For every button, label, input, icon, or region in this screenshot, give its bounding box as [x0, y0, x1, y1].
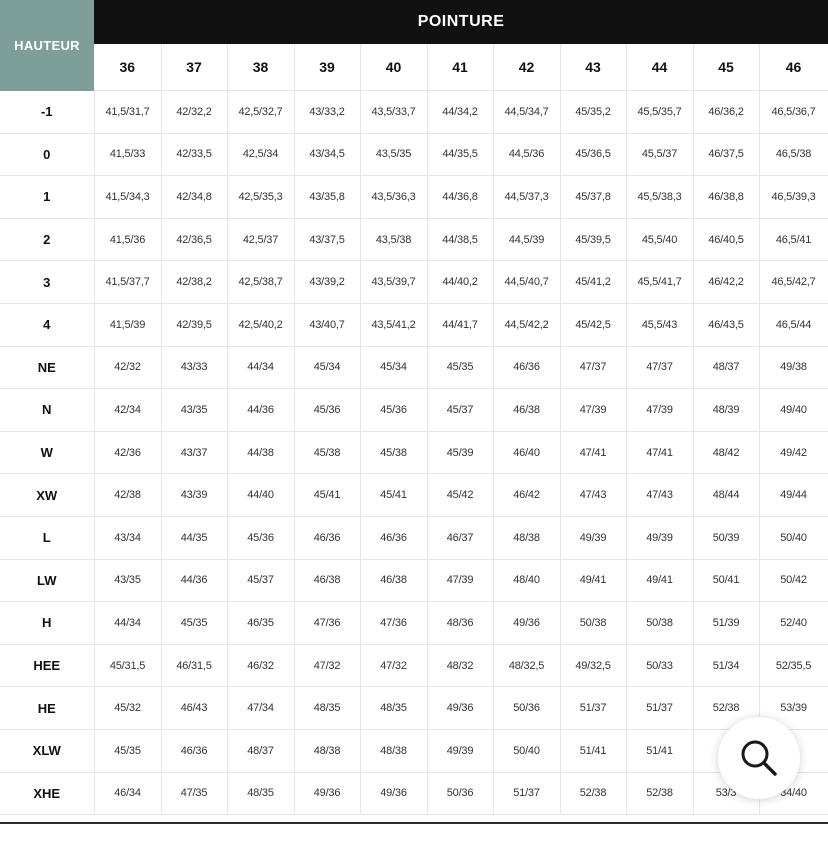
table-cell: 48/38 [294, 729, 360, 772]
table-cell: 47/41 [626, 431, 693, 474]
table-cell: 42,5/38,7 [227, 261, 294, 304]
size-column-header: 41 [427, 44, 493, 91]
table-cell: 46,5/38 [759, 133, 828, 176]
table-cell: 48/44 [693, 474, 759, 517]
magnifier-icon [738, 737, 780, 779]
size-column-header: 43 [560, 44, 626, 91]
table-cell: 43,5/36,3 [360, 176, 427, 219]
table-row [0, 346, 828, 389]
table-cell: 50/36 [493, 687, 560, 730]
table-cell: 42/38,2 [161, 261, 227, 304]
size-column-header: 36 [94, 44, 161, 91]
row-label: N [0, 389, 94, 432]
row-label: XHE [0, 772, 94, 815]
table-cell: 44/38 [227, 431, 294, 474]
table-cell: 46/36 [294, 516, 360, 559]
table-cell: 41,5/33 [94, 133, 161, 176]
row-label: 0 [0, 133, 94, 176]
table-row [0, 261, 828, 304]
table-cell: 45,5/40 [626, 218, 693, 261]
table-cell: 46/38,8 [693, 176, 759, 219]
table-cell: 44/40 [227, 474, 294, 517]
table-cell: 45,5/38,3 [626, 176, 693, 219]
table-cell: 51/37 [560, 687, 626, 730]
table-cell: 41,5/37,7 [94, 261, 161, 304]
table-cell: 45/42 [427, 474, 493, 517]
table-row [0, 772, 828, 815]
table-cell: 49/44 [759, 474, 828, 517]
table-cell: 43/34,5 [294, 133, 360, 176]
table-cell: 45/37 [227, 559, 294, 602]
table-cell: 50/33 [626, 644, 693, 687]
row-label: L [0, 516, 94, 559]
row-label: -1 [0, 91, 94, 134]
table-cell: 49/40 [759, 389, 828, 432]
table-cell: 41,5/36 [94, 218, 161, 261]
table-cell: 43/33,2 [294, 91, 360, 134]
table-cell: 46/43 [161, 687, 227, 730]
size-header-row [0, 44, 828, 91]
table-cell: 50/40 [759, 516, 828, 559]
table-row [0, 91, 828, 134]
size-column-header: 39 [294, 44, 360, 91]
table-row [0, 218, 828, 261]
table-cell: 45/34 [360, 346, 427, 389]
table-cell: 44,5/40,7 [493, 261, 560, 304]
table-cell: 51/41 [560, 729, 626, 772]
table-cell: 43/35 [161, 389, 227, 432]
table-cell: 45/38 [294, 431, 360, 474]
table-cell: 46/37,5 [693, 133, 759, 176]
table-cell: 44/34 [94, 602, 161, 645]
table-cell: 46/36 [161, 729, 227, 772]
row-label: 3 [0, 261, 94, 304]
table-cell: 45/36 [360, 389, 427, 432]
table-cell: 48/32,5 [493, 644, 560, 687]
table-cell: 48/37 [693, 346, 759, 389]
table-cell: 43/35,8 [294, 176, 360, 219]
table-cell: 49/41 [560, 559, 626, 602]
table-row [0, 644, 828, 687]
table-cell: 42/39,5 [161, 303, 227, 346]
table-cell: 46/40 [493, 431, 560, 474]
table-cell: 47/35 [161, 772, 227, 815]
table-cell: 42,5/34 [227, 133, 294, 176]
table-cell: 44/34,2 [427, 91, 493, 134]
table-cell: 47/43 [560, 474, 626, 517]
table-row [0, 729, 828, 772]
table-cell: 45/39 [427, 431, 493, 474]
size-column-header: 42 [493, 44, 560, 91]
table-cell: 47/43 [626, 474, 693, 517]
table-cell: 45/38 [360, 431, 427, 474]
table-cell: 49/32,5 [560, 644, 626, 687]
table-cell: 44,5/42,2 [493, 303, 560, 346]
table-cell: 46/37 [427, 516, 493, 559]
row-label: HEE [0, 644, 94, 687]
table-cell: 46/36,2 [693, 91, 759, 134]
table-cell: 50/38 [560, 602, 626, 645]
size-table-body [0, 91, 828, 815]
row-label: XW [0, 474, 94, 517]
table-cell: 42/38 [94, 474, 161, 517]
table-cell: 47/37 [626, 346, 693, 389]
table-cell: 48/35 [227, 772, 294, 815]
table-row [0, 303, 828, 346]
table-cell: 43/33 [161, 346, 227, 389]
table-cell: 42/34 [94, 389, 161, 432]
table-cell: 49/38 [759, 346, 828, 389]
table-cell: 43,5/35 [360, 133, 427, 176]
table-cell: 47/32 [294, 644, 360, 687]
table-cell: 46,5/41 [759, 218, 828, 261]
table-cell: 44,5/36 [493, 133, 560, 176]
table-cell: 45/32 [94, 687, 161, 730]
table-cell: 45/34 [294, 346, 360, 389]
table-cell: 52/40 [759, 602, 828, 645]
table-cell: 46/40,5 [693, 218, 759, 261]
table-cell: 44/36 [161, 559, 227, 602]
table-cell: 47/32 [360, 644, 427, 687]
table-cell: 45/37,8 [560, 176, 626, 219]
table-cell: 47/34 [227, 687, 294, 730]
bottom-divider [0, 822, 828, 824]
table-cell: 50/36 [427, 772, 493, 815]
table-cell: 45/36 [227, 516, 294, 559]
size-column-header: 45 [693, 44, 759, 91]
table-cell: 46/43,5 [693, 303, 759, 346]
table-cell: 47/41 [560, 431, 626, 474]
table-cell: 44,5/37,3 [493, 176, 560, 219]
table-cell: 49/39 [560, 516, 626, 559]
table-row [0, 559, 828, 602]
table-cell: 47/36 [360, 602, 427, 645]
table-cell: 52/35,5 [759, 644, 828, 687]
table-cell: 41,5/31,7 [94, 91, 161, 134]
table-cell: 42,5/35,3 [227, 176, 294, 219]
table-cell: 51/37 [626, 687, 693, 730]
row-label: 2 [0, 218, 94, 261]
table-cell: 48/40 [493, 559, 560, 602]
table-cell: 52/38 [693, 687, 759, 730]
table-cell: 44/40,2 [427, 261, 493, 304]
row-label: H [0, 602, 94, 645]
table-cell: 50/41 [693, 559, 759, 602]
table-cell: 46/38 [360, 559, 427, 602]
table-cell: 34/40 [759, 772, 828, 815]
table-row [0, 687, 828, 730]
table-cell: 45/37 [427, 389, 493, 432]
table-cell: 42,5/37 [227, 218, 294, 261]
table-cell: 45/39,5 [560, 218, 626, 261]
table-cell: 42/33,5 [161, 133, 227, 176]
row-label: NE [0, 346, 94, 389]
pointure-header: POINTURE [94, 0, 828, 44]
table-cell: 43/37,5 [294, 218, 360, 261]
table-cell: 44/34 [227, 346, 294, 389]
table-cell: 48/35 [294, 687, 360, 730]
table-cell: 46/38 [294, 559, 360, 602]
row-label: HE [0, 687, 94, 730]
table-cell: 52/38 [626, 772, 693, 815]
table-cell: 51/39 [693, 602, 759, 645]
table-cell: 50/39 [693, 516, 759, 559]
size-column-header: 37 [161, 44, 227, 91]
table-cell: 50/40 [493, 729, 560, 772]
table-cell: 46/35 [227, 602, 294, 645]
table-cell: 47/39 [626, 389, 693, 432]
table-cell: 47/37 [560, 346, 626, 389]
table-cell: 49/39 [427, 729, 493, 772]
row-label: W [0, 431, 94, 474]
table-cell: 49/41 [626, 559, 693, 602]
table-cell: 43,5/39,7 [360, 261, 427, 304]
table-cell: 41,5/39 [94, 303, 161, 346]
table-cell: 45/35,2 [560, 91, 626, 134]
table-cell: 45/42,5 [560, 303, 626, 346]
table-cell: 46,5/36,7 [759, 91, 828, 134]
table-cell: 43/34 [94, 516, 161, 559]
table-cell: 45/36,5 [560, 133, 626, 176]
table-cell: 47/36 [294, 602, 360, 645]
table-cell: 51/41 [626, 729, 693, 772]
table-cell: 44/36 [227, 389, 294, 432]
table-cell: 44/35 [161, 516, 227, 559]
table-cell: 48/36 [427, 602, 493, 645]
table-cell: 46/38 [493, 389, 560, 432]
size-column-header: 44 [626, 44, 693, 91]
table-cell: 42/36,5 [161, 218, 227, 261]
table-cell: 44/38,5 [427, 218, 493, 261]
table-cell: 49/42 [759, 431, 828, 474]
table-cell: 45/35 [161, 602, 227, 645]
table-cell: 43,5/41,2 [360, 303, 427, 346]
table-cell: 52/38 [560, 772, 626, 815]
table-cell: 45,5/35,7 [626, 91, 693, 134]
table-cell: 50/38 [626, 602, 693, 645]
table-cell: 45/41,2 [560, 261, 626, 304]
table-cell: 53/39 [759, 687, 828, 730]
table-row [0, 602, 828, 645]
table-cell: 46/36 [493, 346, 560, 389]
table-cell: 45/41 [360, 474, 427, 517]
table-row [0, 389, 828, 432]
table-cell: 46,5/42,7 [759, 261, 828, 304]
table-cell: 48/39 [693, 389, 759, 432]
hauteur-header: HAUTEUR [0, 0, 94, 91]
row-label: 4 [0, 303, 94, 346]
table-cell: 44,5/39 [493, 218, 560, 261]
table-cell: 45/31,5 [94, 644, 161, 687]
table-cell: 46/34 [94, 772, 161, 815]
table-cell: 45,5/37 [626, 133, 693, 176]
table-cell: 43/35 [94, 559, 161, 602]
table-row [0, 133, 828, 176]
table-cell: 48/38 [493, 516, 560, 559]
table-cell: 45/35 [427, 346, 493, 389]
table-cell: 48/37 [227, 729, 294, 772]
row-label: LW [0, 559, 94, 602]
table-cell: 46/32 [227, 644, 294, 687]
table-cell: 42/34,8 [161, 176, 227, 219]
size-column-header: 38 [227, 44, 294, 91]
table-row [0, 431, 828, 474]
table-row [0, 474, 828, 517]
zoom-button[interactable] [718, 717, 800, 799]
table-cell: 48/35 [360, 687, 427, 730]
table-cell: 48/38 [360, 729, 427, 772]
table-cell: 45/41 [294, 474, 360, 517]
table-cell: 44/41,7 [427, 303, 493, 346]
table-cell: 46,5/44 [759, 303, 828, 346]
table-cell: 44/35,5 [427, 133, 493, 176]
table-row [0, 176, 828, 219]
table-cell: 43/39,2 [294, 261, 360, 304]
table-cell: 51/37 [493, 772, 560, 815]
table-cell: 46/42 [493, 474, 560, 517]
row-label: 1 [0, 176, 94, 219]
table-cell: 49/36 [360, 772, 427, 815]
table-cell: 45/36 [294, 389, 360, 432]
table-cell: 49/39 [626, 516, 693, 559]
table-cell: 49/36 [427, 687, 493, 730]
table-cell: 43/39 [161, 474, 227, 517]
table-cell: 47/39 [427, 559, 493, 602]
table-cell: 42,5/40,2 [227, 303, 294, 346]
table-cell: 45,5/43 [626, 303, 693, 346]
table-cell: 48/32 [427, 644, 493, 687]
table-cell: 46/31,5 [161, 644, 227, 687]
row-label: XLW [0, 729, 94, 772]
table-cell: 45/35 [94, 729, 161, 772]
table-cell: 46,5/39,3 [759, 176, 828, 219]
table-cell: 42/32,2 [161, 91, 227, 134]
table-cell: 53/3 [693, 772, 759, 815]
table-cell: 42/32 [94, 346, 161, 389]
table-row [0, 516, 828, 559]
table-cell: 48/42 [693, 431, 759, 474]
table-cell: 43/37 [161, 431, 227, 474]
table-cell: 51/34 [693, 644, 759, 687]
table-cell: 46/42,2 [693, 261, 759, 304]
table-cell: 45,5/41,7 [626, 261, 693, 304]
table-cell: 43/40,7 [294, 303, 360, 346]
table-cell: 43,5/33,7 [360, 91, 427, 134]
table-cell: 44,5/34,7 [493, 91, 560, 134]
table-cell: 49/36 [493, 602, 560, 645]
table-cell: 46/36 [360, 516, 427, 559]
size-column-header: 40 [360, 44, 427, 91]
table-cell: 42,5/32,7 [227, 91, 294, 134]
table-cell: 50/42 [759, 559, 828, 602]
table-cell: 41,5/34,3 [94, 176, 161, 219]
table-cell: 43,5/38 [360, 218, 427, 261]
table-cell: 44/36,8 [427, 176, 493, 219]
table-cell: 47/39 [560, 389, 626, 432]
size-column-header: 46 [759, 44, 828, 91]
table-cell: 49/36 [294, 772, 360, 815]
table-cell: 42/36 [94, 431, 161, 474]
